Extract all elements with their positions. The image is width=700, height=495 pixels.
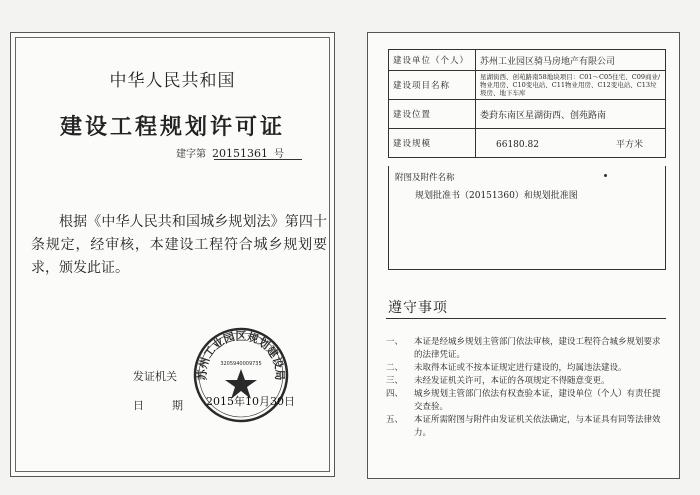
notice-text: 本证所需附图与附件由发证机关依法确定，与本证具有同等法律效力。 [414, 415, 661, 438]
table-row [389, 100, 666, 129]
label-location: 建设位置 [389, 100, 476, 129]
notice-number: 三、 [386, 376, 404, 386]
table-row [389, 50, 666, 71]
attachment-title: 附图及附件名称 [395, 173, 455, 183]
value-project-name: 星湖街西、创苑路南58地块项目：C01～C05住宅、C09商业/物业用房、C10变电站、C11物业用房、C12变电站、C13垃圾房、地下车库 [476, 71, 666, 100]
label-project-name: 建设项目名称 [389, 71, 476, 100]
table-row [389, 129, 666, 158]
notice-text: 未取得本证或不按本证规定进行建设的，均属违法建设。 [414, 363, 627, 373]
notice-text: 本证是经城乡规划主管部门依法审核，建设工程符合城乡规划要求的法律凭证。 [414, 337, 661, 360]
issuer-label: 发证机关 [133, 370, 177, 383]
scale-unit: 平方米 [616, 139, 644, 150]
ink-dot [604, 174, 607, 177]
notice-text: 城乡规划主管部门依法有权查验本证，建设单位（个人）有责任提交查验。 [414, 389, 661, 412]
label-scale: 建设规模 [389, 129, 476, 158]
notice-number: 二、 [386, 363, 404, 373]
label-construction-unit: 建设单位（个人） [389, 50, 476, 71]
certificate-number [176, 145, 284, 160]
notice-number: 四、 [386, 389, 404, 399]
value-location: 娄葑东南区星湖街西、创苑路南 [476, 100, 666, 129]
issue-date: 2015年10月30日 [206, 395, 295, 408]
notice-title: 遵守事项 [388, 300, 448, 316]
notice-list [386, 336, 668, 440]
official-seal-icon [191, 325, 291, 425]
svg-text:苏州工业园区规划建设局: 苏州工业园区规划建设局 [195, 329, 287, 381]
notice-divider [386, 318, 666, 319]
list-item [386, 388, 668, 414]
number-value: 20151361 [212, 147, 268, 160]
notice-number: 五、 [386, 415, 404, 425]
table-row [389, 71, 666, 100]
project-info-table [388, 49, 666, 158]
permit-cover-page [10, 32, 335, 477]
number-underline [214, 159, 302, 160]
list-item [386, 414, 668, 440]
number-suffix: 号 [274, 149, 284, 160]
notice-number: 一、 [386, 337, 404, 347]
legal-basis-text: 根据《中华人民共和国城乡规划法》第四十条规定，经审核，本建设工程符合城乡规划要求，颁发此证。 [31, 214, 327, 276]
svg-text:3205940009735: 3205940009735 [220, 361, 262, 367]
country-name: 中华人民共和国 [109, 71, 236, 91]
list-item [386, 362, 668, 375]
list-item [386, 375, 668, 388]
list-item [386, 336, 668, 362]
permit-detail-page [367, 32, 680, 479]
value-construction-unit: 苏州工业园区骑马房地产有限公司 [476, 50, 666, 71]
attachment-value: 规划批准书（20151360）和规划批准图 [415, 191, 578, 201]
certificate-title: 建设工程规划许可证 [59, 114, 285, 140]
attachment-section [388, 166, 666, 270]
notice-text: 未经发证机关许可，本证的各项规定不得随意变更。 [414, 376, 610, 386]
date-label: 日期 [133, 399, 211, 412]
number-prefix: 建字第 [176, 149, 206, 160]
value-scale-cell [476, 129, 666, 158]
value-scale: 66180.82 [496, 139, 539, 150]
